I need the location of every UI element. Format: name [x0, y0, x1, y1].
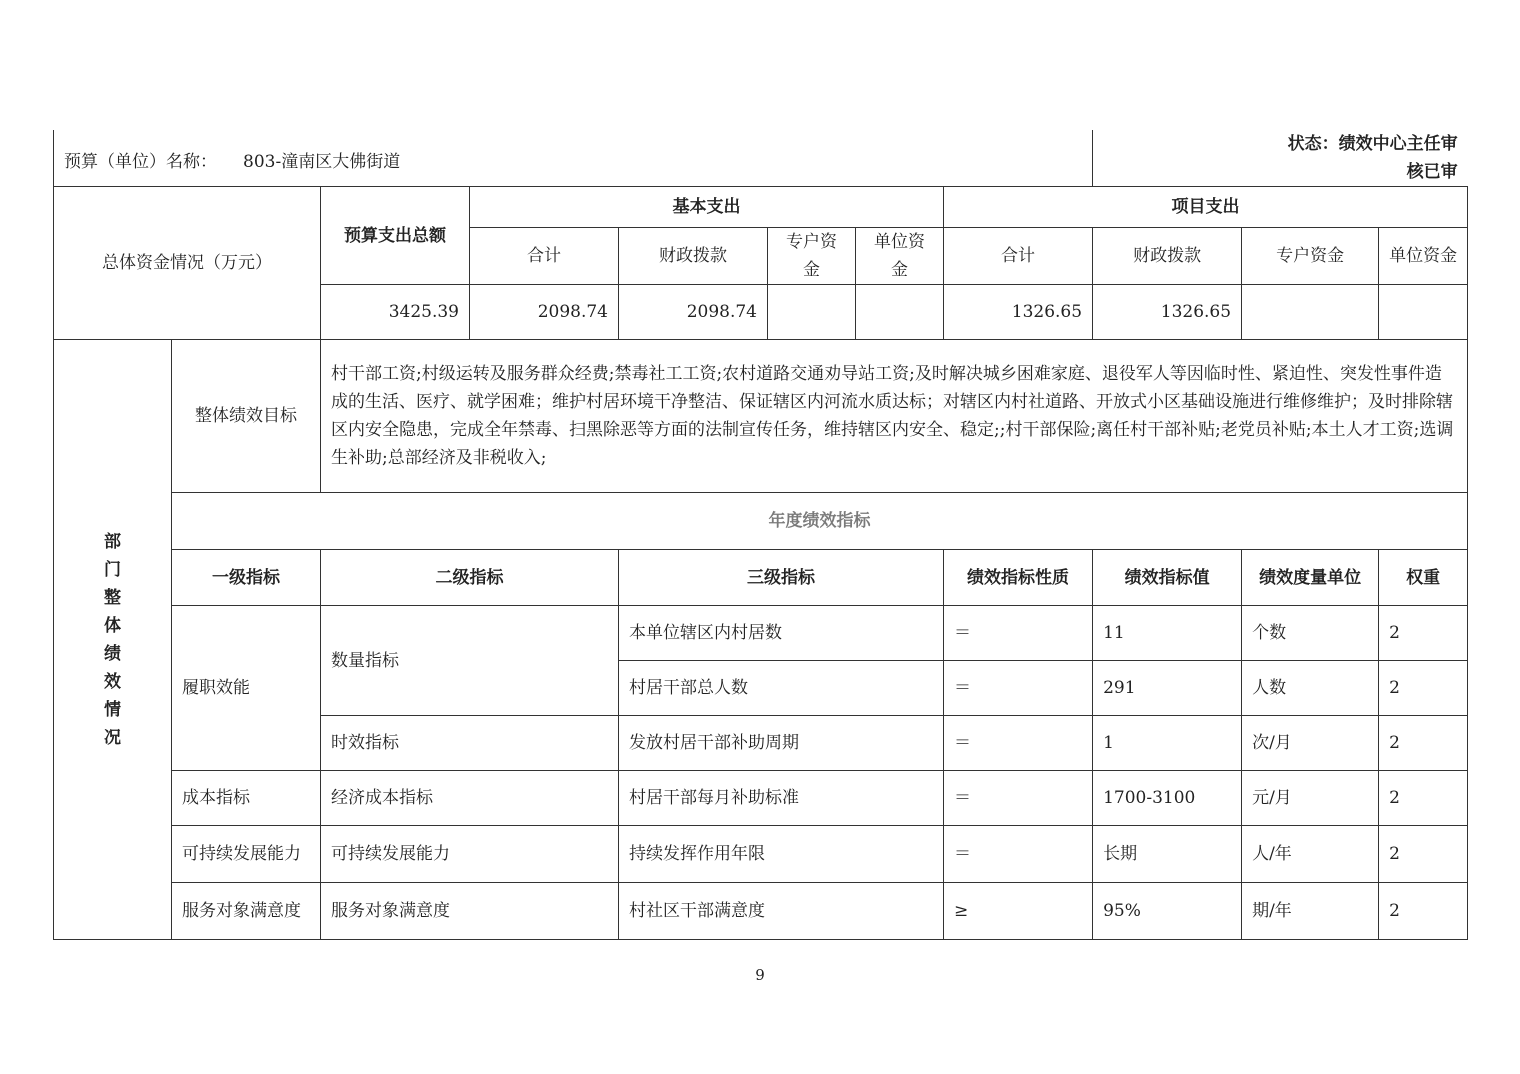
col-header-level1: 一级指标 — [172, 550, 321, 606]
table-row — [54, 826, 1468, 883]
nature-cell: ≥ — [944, 883, 1093, 940]
weight-cell: 2 — [1379, 826, 1468, 883]
level3-cell: 村居干部每月补助标准 — [619, 771, 944, 826]
level1-cell: 履职效能 — [172, 606, 321, 771]
project-total-value: 1326.65 — [944, 285, 1093, 340]
level2-cell: 服务对象满意度 — [321, 883, 619, 940]
level3-cell: 村社区干部满意度 — [619, 883, 944, 940]
unit-name: 803-潼南区大佛街道 — [243, 152, 401, 172]
nature-cell: ＝ — [944, 716, 1093, 771]
weight-cell: 2 — [1379, 716, 1468, 771]
annual-indicators-title: 年度绩效指标 — [172, 493, 1468, 550]
project-special-header: 专户资金 — [1242, 228, 1379, 285]
unit-name-row — [54, 130, 1093, 187]
value-cell: 长期 — [1093, 826, 1242, 883]
basic-total-value: 2098.74 — [470, 285, 619, 340]
nature-cell: ＝ — [944, 771, 1093, 826]
budget-performance-table — [53, 130, 1468, 940]
basic-expenditure-label: 基本支出 — [470, 187, 944, 228]
col-header-unit: 绩效度量单位 — [1242, 550, 1379, 606]
status-cell — [1093, 130, 1468, 187]
basic-total-header: 合计 — [470, 228, 619, 285]
weight-cell: 2 — [1379, 606, 1468, 661]
col-header-level2: 二级指标 — [321, 550, 619, 606]
level1-cell: 服务对象满意度 — [172, 883, 321, 940]
total-budget-label: 预算支出总额 — [321, 187, 470, 285]
basic-fiscal-header: 财政拨款 — [619, 228, 768, 285]
table-row — [54, 771, 1468, 826]
level2-cell: 数量指标 — [321, 606, 619, 716]
unit-cell: 人数 — [1242, 661, 1379, 716]
nature-cell: ＝ — [944, 826, 1093, 883]
basic-fiscal-value: 2098.74 — [619, 285, 768, 340]
nature-cell: ＝ — [944, 661, 1093, 716]
unit-label: 预算（单位）名称： — [64, 152, 217, 172]
project-fiscal-value: 1326.65 — [1093, 285, 1242, 340]
section-label-vertical: 部 门 整 体 绩 效 情 况 — [54, 340, 172, 940]
value-cell: 291 — [1093, 661, 1242, 716]
value-cell: 1 — [1093, 716, 1242, 771]
weight-cell: 2 — [1379, 883, 1468, 940]
level2-cell: 可持续发展能力 — [321, 826, 619, 883]
basic-special-header: 专户资金 — [768, 228, 856, 285]
level2-cell: 经济成本指标 — [321, 771, 619, 826]
status-line-2: 核已审 — [1406, 162, 1458, 182]
col-header-weight: 权重 — [1379, 550, 1468, 606]
page-number: 9 — [755, 966, 765, 984]
project-unit-value — [1379, 285, 1468, 340]
goal-text: 村干部工资;村级运转及服务群众经费;禁毒社工工资;农村道路交通劝导站工资;及时解决城乡困难家庭、退役军人等因临时性、紧迫性、突发性事件造成的生活、医疗、就学困难；维护村居环境干净整洁、保证辖区内河流水质达标；对辖区内村社道路、开放式小区基础设施进行维修维护；及时排除辖区内安全隐患，完成全年禁毒、扫黑除恶等方面的法制宣传任务，维持辖区内安全、稳定;;村干部保险;离任村干部补贴;老党员补贴;本土人才工资;选调生补助;总部经济及非税收入; — [321, 340, 1468, 493]
level2-cell: 时效指标 — [321, 716, 619, 771]
value-cell: 11 — [1093, 606, 1242, 661]
value-cell: 95% — [1093, 883, 1242, 940]
weight-cell: 2 — [1379, 661, 1468, 716]
unit-cell: 元/月 — [1242, 771, 1379, 826]
total-budget-value: 3425.39 — [321, 285, 470, 340]
level3-cell: 村居干部总人数 — [619, 661, 944, 716]
level3-cell: 持续发挥作用年限 — [619, 826, 944, 883]
unit-cell: 人/年 — [1242, 826, 1379, 883]
col-header-level3: 三级指标 — [619, 550, 944, 606]
col-header-value: 绩效指标值 — [1093, 550, 1242, 606]
value-cell: 1700-3100 — [1093, 771, 1242, 826]
project-fiscal-header: 财政拨款 — [1093, 228, 1242, 285]
unit-cell: 次/月 — [1242, 716, 1379, 771]
level3-cell: 本单位辖区内村居数 — [619, 606, 944, 661]
project-expenditure-label: 项目支出 — [944, 187, 1468, 228]
table-row — [54, 606, 1468, 661]
level1-cell: 可持续发展能力 — [172, 826, 321, 883]
goal-label: 整体绩效目标 — [172, 340, 321, 493]
col-header-nature: 绩效指标性质 — [944, 550, 1093, 606]
unit-cell: 期/年 — [1242, 883, 1379, 940]
funds-row-label: 总体资金情况（万元） — [54, 187, 321, 340]
unit-cell: 个数 — [1242, 606, 1379, 661]
project-unit-header: 单位资金 — [1379, 228, 1468, 285]
basic-special-value — [768, 285, 856, 340]
basic-unit-header: 单位资金 — [856, 228, 944, 285]
project-total-header: 合计 — [944, 228, 1093, 285]
level3-cell: 发放村居干部补助周期 — [619, 716, 944, 771]
level1-cell: 成本指标 — [172, 771, 321, 826]
nature-cell: ＝ — [944, 606, 1093, 661]
weight-cell: 2 — [1379, 771, 1468, 826]
table-row — [54, 883, 1468, 940]
status-line-1: 状态：绩效中心主任审 — [1287, 134, 1458, 154]
basic-unit-value — [856, 285, 944, 340]
project-special-value — [1242, 285, 1379, 340]
